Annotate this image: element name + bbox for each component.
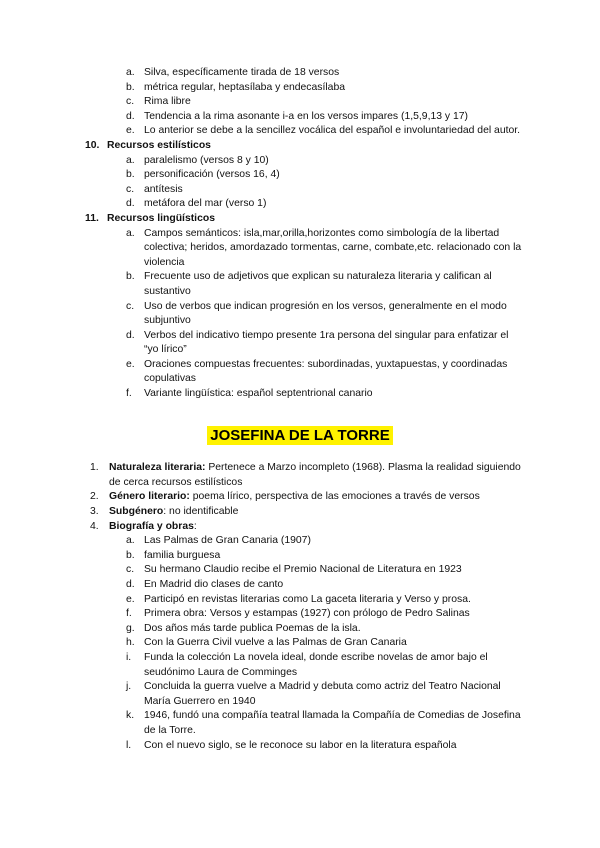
section-11-heading — [0, 212, 600, 227]
item-text: paralelismo (versos 8 y 10) — [144, 154, 269, 166]
item-marker: d. — [126, 198, 135, 210]
list-item — [0, 168, 600, 183]
item-marker: 2. — [90, 491, 99, 503]
item-text: Tendencia a la rima asonante i-a en los versos impares (1,5,9,13 y 17) — [144, 110, 469, 122]
item-text: personificación (versos 16, 4) — [144, 169, 280, 181]
section-title: Recursos estilísticos — [107, 139, 211, 151]
item-marker: 3. — [90, 506, 99, 518]
item-text: poema lírico, perspectiva de las emociones a través de versos — [189, 491, 480, 503]
list-item — [0, 578, 600, 593]
item-marker: b. — [126, 271, 135, 283]
item-text: Su hermano Claudio recibe el Premio Nacional de Literatura en 1923 — [144, 564, 462, 576]
item-marker: f. — [126, 388, 132, 400]
item-marker: a. — [126, 67, 135, 78]
list-item — [0, 183, 600, 198]
list-item — [0, 607, 600, 622]
list-item — [0, 95, 600, 110]
item-text: Dos años más tarde publica Poemas de la isla. — [144, 622, 361, 634]
section-10-heading — [0, 139, 600, 154]
list-item — [0, 490, 600, 505]
item-marker: b. — [126, 81, 135, 93]
item-text: 1946, fundó una compañía teatral llamada la Compañía de Comedias de Josefina de la Torre. — [144, 710, 521, 736]
list-item — [0, 593, 600, 608]
list-item — [0, 124, 600, 139]
section-9-list — [0, 66, 600, 139]
item-marker: g. — [126, 622, 135, 634]
list-item — [0, 709, 600, 738]
item-marker: i. — [126, 651, 132, 663]
item-marker: d. — [126, 329, 135, 341]
item-marker: d. — [126, 579, 135, 590]
item-marker: c. — [126, 564, 135, 576]
item-text: Funda la colección La novela ideal, donde escribe novelas de amor bajo el seudónimo Laura de Comminges — [144, 651, 488, 678]
list-item — [0, 651, 600, 680]
item-marker: e. — [126, 358, 135, 370]
list-item — [0, 505, 600, 520]
item-text: Primera obra: Versos y estampas (1927) con prólogo de Pedro Salinas — [144, 608, 470, 620]
item-marker: h. — [126, 637, 135, 649]
document-page — [0, 66, 600, 753]
item-text: Verbos del indicativo tiempo presente 1ra persona del singular para enfatizar el “yo lírico” — [144, 329, 509, 356]
page-title: JOSEFINA DE LA TORRE — [207, 426, 392, 445]
item-marker: a. — [126, 535, 135, 547]
main-list — [0, 461, 600, 534]
item-marker: l. — [126, 739, 132, 751]
item-text: métrica regular, heptasílaba y endecasílaba — [144, 81, 346, 93]
item-marker: 1. — [90, 462, 99, 474]
item-text: En Madrid dio clases de canto — [144, 579, 284, 590]
item-marker: j. — [126, 681, 132, 693]
item-label: Género literario: — [109, 491, 190, 503]
item-marker: a. — [126, 227, 135, 239]
item-marker: 4. — [90, 520, 99, 532]
item-label: Naturaleza literaria: — [109, 462, 206, 474]
list-item — [0, 549, 600, 564]
biography-list — [0, 534, 600, 753]
item-text: Uso de verbos que indican progresión en los versos, generalmente en el modo subjuntivo — [144, 300, 507, 327]
item-marker: d. — [126, 110, 135, 122]
item-text: : no identificable — [163, 506, 239, 518]
item-text: Oraciones compuestas frecuentes: subordinadas, yuxtapuestas, y coordinadas copulativas — [144, 358, 508, 385]
item-text: Variante lingüística: español septentrional canario — [144, 388, 373, 400]
item-marker: c. — [126, 300, 135, 312]
list-item — [0, 563, 600, 578]
list-item — [0, 197, 600, 212]
list-item — [0, 680, 600, 709]
list-item — [0, 110, 600, 125]
item-marker: a. — [126, 154, 135, 166]
item-marker: c. — [126, 183, 135, 195]
item-marker: f. — [126, 608, 132, 620]
list-item — [0, 358, 600, 387]
item-marker: b. — [126, 549, 135, 561]
list-item — [0, 636, 600, 651]
item-text: Con el nuevo siglo, se le reconoce su labor en la literatura española — [144, 739, 457, 751]
item-text: Silva, específicamente tirada de 18 versos — [144, 67, 340, 78]
item-text: antítesis — [144, 183, 183, 195]
section-11-list — [0, 227, 600, 402]
list-item — [0, 66, 600, 81]
item-text: Lo anterior se debe a la sencillez vocálica del español e involuntariedad del autor. — [144, 125, 521, 137]
item-text: familia burguesa — [144, 549, 221, 561]
list-item — [0, 534, 600, 549]
list-item — [0, 387, 600, 402]
list-item — [0, 461, 600, 490]
item-marker: b. — [126, 169, 135, 181]
item-text: : — [193, 520, 197, 532]
item-text: metáfora del mar (verso 1) — [144, 198, 267, 210]
item-label: Biografía y obras — [109, 520, 194, 532]
item-text: Pertenece a Marzo incompleto (1968). Plasma la realidad siguiendo de cerca recursos estilísticos — [109, 462, 521, 488]
item-text: Campos semánticos: isla,mar,orilla,horizontes como simbología de la libertad colectiva; heridos, amordazado tormentas, carne, combate,etc. relacionado con la violencia — [144, 227, 522, 268]
section-number: 11. — [85, 212, 99, 224]
item-text: Concluida la guerra vuelve a Madrid y debuta como actriz del Teatro Nacional María Guerrero en 1940 — [144, 681, 501, 707]
item-marker: c. — [126, 96, 135, 108]
list-item — [0, 329, 600, 358]
list-item — [0, 300, 600, 329]
item-marker: e. — [126, 593, 135, 605]
section-number: 10. — [85, 139, 100, 151]
list-item — [0, 739, 600, 754]
item-marker: k. — [126, 710, 135, 722]
list-item — [0, 154, 600, 169]
list-item — [0, 270, 600, 299]
item-text: Con la Guerra Civil vuelve a las Palmas de Gran Canaria — [144, 637, 407, 649]
list-item — [0, 227, 600, 271]
item-label: Subgénero — [109, 506, 164, 518]
title-container — [0, 426, 600, 446]
list-item — [0, 520, 600, 535]
item-text: Frecuente uso de adjetivos que explican su naturaleza literaria y califican al sustantivo — [144, 271, 492, 297]
list-item — [0, 622, 600, 637]
item-text: Rima libre — [144, 96, 191, 108]
section-10-list — [0, 154, 600, 212]
item-text: Participó en revistas literarias como La gaceta literaria y Verso y prosa. — [144, 593, 471, 605]
list-item — [0, 81, 600, 96]
item-text: Las Palmas de Gran Canaria (1907) — [144, 535, 311, 547]
section-title: Recursos lingüísticos — [107, 212, 215, 224]
item-marker: e. — [126, 125, 135, 137]
